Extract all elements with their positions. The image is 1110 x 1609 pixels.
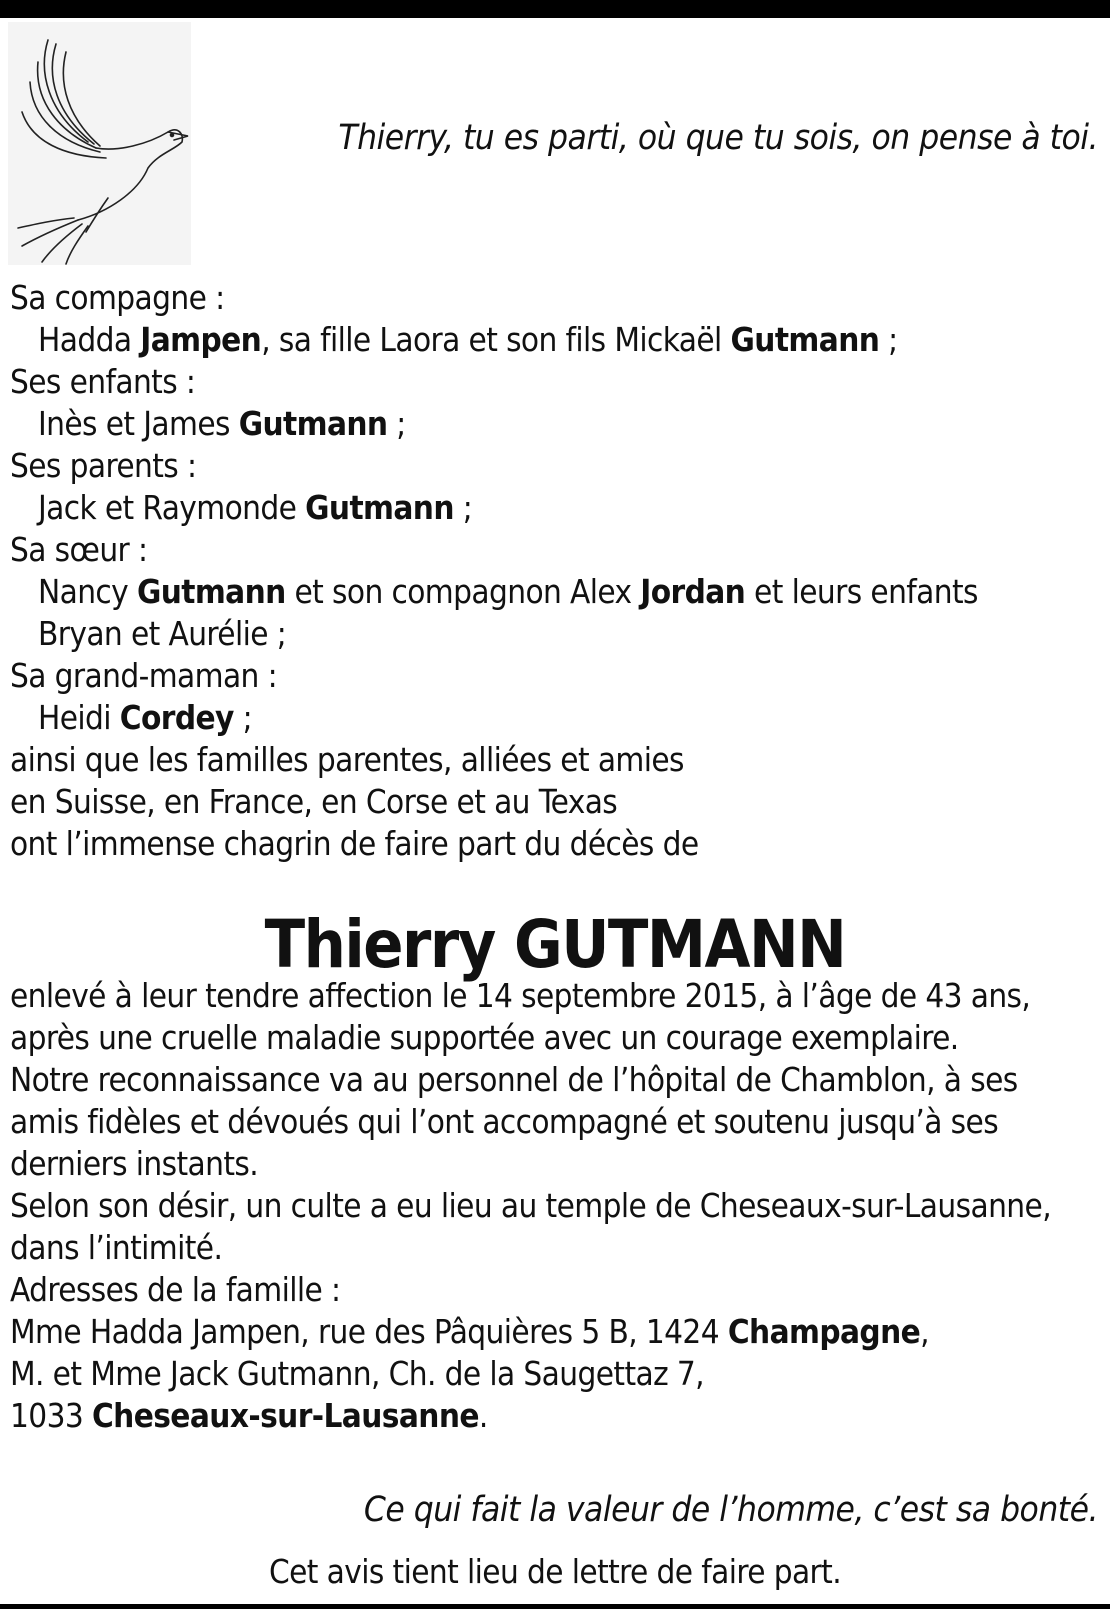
top-border	[0, 0, 1110, 18]
children-label: Ses enfants :	[10, 362, 196, 401]
companion-line: Hadda Jampen, sa fille Laora et son fils Mickaël Gutmann ;	[38, 320, 898, 359]
body-line-2: après une cruelle maladie supportée avec un courage exemplaire.	[10, 1018, 959, 1057]
body-line-1: enlevé à leur tendre affection le 14 septembre 2015, à l’âge de 43 ans,	[10, 976, 1031, 1015]
footer-note: Cet avis tient lieu de lettre de faire part.	[268, 1552, 842, 1591]
surname: Gutmann	[238, 404, 388, 443]
others-line-2: en Suisse, en France, en Corse et au Texas	[10, 782, 618, 821]
opening-quote: Thierry, tu es parti, où que tu sois, on pense à toi.	[338, 118, 1098, 158]
bottom-border	[0, 1604, 1110, 1609]
body-line-3: Notre reconnaissance va au personnel de l’hôpital de Chamblon, à ses	[10, 1060, 1018, 1099]
companion-label: Sa compagne :	[10, 278, 225, 317]
sister-line-2: Bryan et Aurélie ;	[38, 614, 287, 653]
sister-line: Nancy Gutmann et son compagnon Alex Jordan et leurs enfants	[38, 572, 978, 611]
children-line: Inès et James Gutmann ;	[38, 404, 406, 443]
surname: Gutmann	[730, 320, 880, 359]
body-line-5: derniers instants.	[10, 1144, 259, 1183]
surname: Jampen	[140, 320, 262, 359]
others-line-3: ont l’immense chagrin de faire part du décès de	[10, 824, 699, 863]
parents-line: Jack et Raymonde Gutmann ;	[38, 488, 473, 527]
city: Champagne	[727, 1312, 921, 1351]
city: Cheseaux-sur-Lausanne	[91, 1396, 479, 1435]
closing-quote: Ce qui fait la valeur de l’homme, c’est sa bonté.	[363, 1490, 1098, 1530]
surname: Gutmann	[136, 572, 286, 611]
parents-label: Ses parents :	[10, 446, 197, 485]
body-line-4: amis fidèles et dévoués qui l’ont accompagné et soutenu jusqu’à ses	[10, 1102, 999, 1141]
grandma-line: Heidi Cordey ;	[38, 698, 253, 737]
surname: Cordey	[119, 698, 234, 737]
deceased-name: Thierry GUTMANN	[264, 906, 846, 983]
body-line-7: dans l’intimité.	[10, 1228, 223, 1267]
address-line-2: M. et Mme Jack Gutmann, Ch. de la Saugettaz 7,	[10, 1354, 705, 1393]
others-line-1: ainsi que les familles parentes, alliées et amies	[10, 740, 684, 779]
body-line-6: Selon son désir, un culte a eu lieu au temple de Cheseaux-sur-Lausanne,	[10, 1186, 1052, 1225]
grandma-label: Sa grand-maman :	[10, 656, 277, 695]
surname: Gutmann	[305, 488, 454, 527]
dove-icon	[8, 22, 191, 265]
address-line-3: 1033 Cheseaux-sur-Lausanne.	[10, 1396, 488, 1435]
address-line-1: Mme Hadda Jampen, rue des Pâquières 5 B, 1424 Champagne,	[10, 1312, 929, 1351]
surname: Jordan	[640, 572, 746, 611]
sister-label: Sa sœur :	[10, 530, 148, 569]
address-label: Adresses de la famille :	[10, 1270, 341, 1309]
